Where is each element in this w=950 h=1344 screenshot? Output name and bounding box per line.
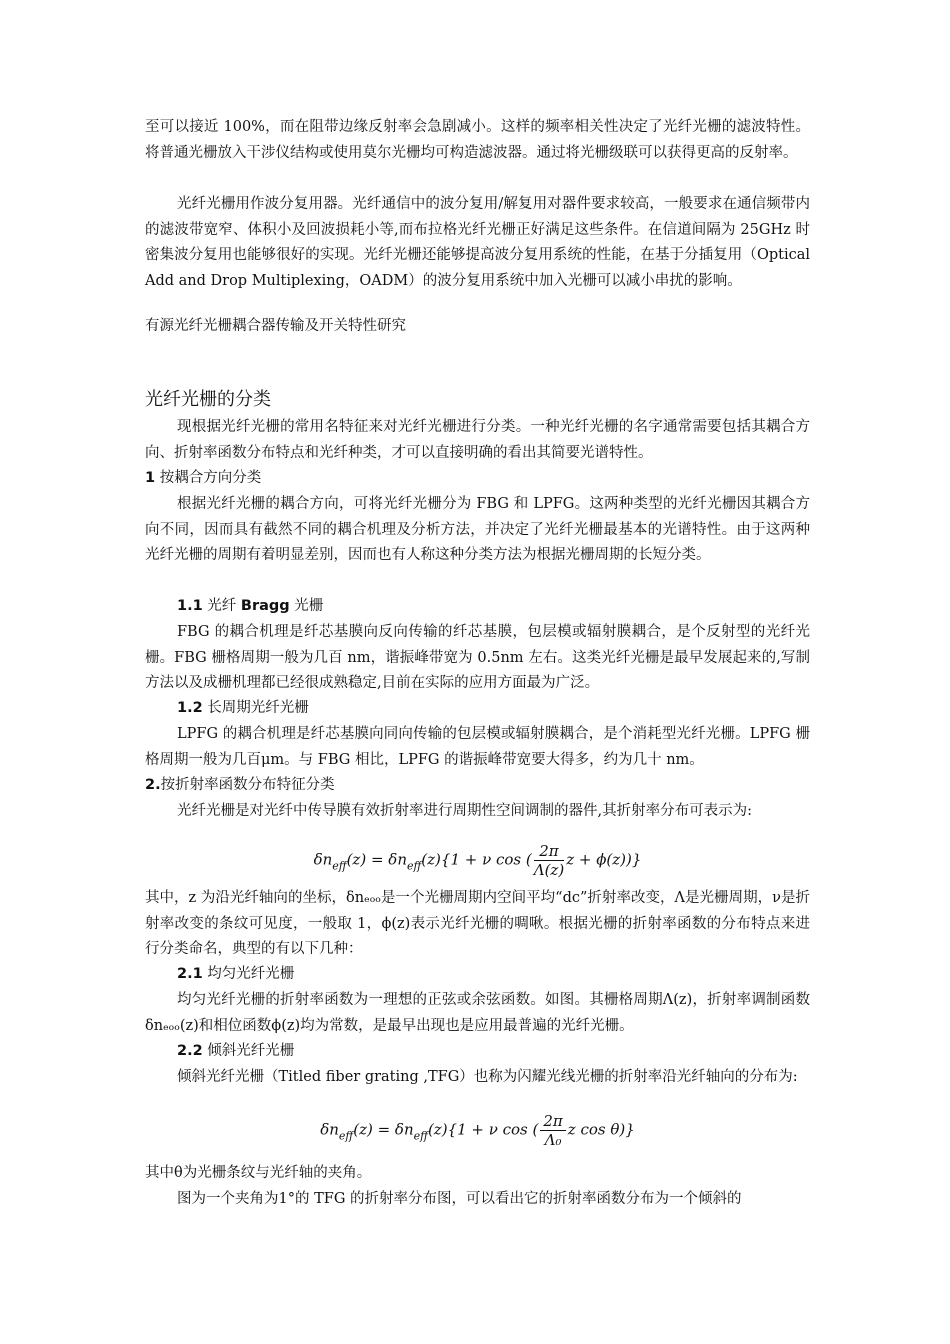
eq2-lhs: δn <box>320 1120 339 1139</box>
paragraph-theta: 其中θ为光栅条纹与光纤轴的夹角。 <box>145 1165 372 1181</box>
paragraph-wdm: 光纤光栅用作波分复用器。光纤通信中的波分复用/解复用对器件要求较高，一般要求在通信频带内的滤波带宽窄、体积小及回波损耗小等,而布拉格光纤光栅正好满足这些条件。在信道间隔为 25GHz 时密集波分复用也能够很好的实现。光纤光栅还能够提高波分复用系统的性能，在基于分插复用（Optical Add and Drop Multiplexing，OADM）的波分复用系统中加入光栅可以减小串扰的影响。 <box>145 196 810 289</box>
section-heading: 光纤光栅的分类 <box>145 389 271 410</box>
eq1-lhs: δn <box>313 850 333 869</box>
paragraph-tfg-figure: 图为一个夹角为1°的 TFG 的折射率分布图，可以看出它的折射率函数分布为一个倾斜的 <box>177 1191 742 1207</box>
equation-1 <box>145 842 810 879</box>
heading-2-1-text: 均匀光纤光栅 <box>202 966 295 982</box>
equation-2 <box>145 1112 810 1149</box>
paragraph-tilted-grating: 倾斜光纤光栅（Titled fiber grating ,TFG）也称为闪耀光线光栅的折射率沿光纤轴向的分布为: <box>177 1069 798 1085</box>
eq1-mid: (z) = δn <box>346 850 407 869</box>
paragraph-lpfg: LPFG 的耦合机理是纤芯基膜向同向传输的包层模或辐射膜耦合，是个消耗型光纤光栅。LPFG 栅格周期一般为几百μm。与 FBG 相比，LPFG 的谐振峰带宽要大得多，约为几十 nm。 <box>145 726 810 768</box>
paragraph-filter-characteristics: 至可以接近 100%，而在阻带边缘反射率会急剧减小。这样的频率相关性决定了光纤光栅的滤波特性。将普通光栅放入干涉仪结构或使用莫尔光栅均可构造滤波器。通过将光栅级联可以获得更高的反射率。 <box>145 119 810 161</box>
heading-2 <box>145 773 810 799</box>
eq2-sub-2: eff <box>413 1129 428 1143</box>
heading-1-1-bold: Bragg <box>240 598 290 614</box>
heading-1-1 <box>177 594 842 620</box>
eq2-fraction <box>540 1112 565 1149</box>
paper-title-line: 有源光纤光栅耦合器传输及开关特性研究 <box>145 318 406 334</box>
eq1-denominator: Λ(z) <box>533 861 565 879</box>
heading-2-text: 按折射率函数分布特征分类 <box>160 777 335 793</box>
paragraph-coupling-direction: 根据光纤光栅的耦合方向，可将光纤光栅分为 FBG 和 LPFG。这两种类型的光纤光栅因其耦合方向不同，因而具有截然不同的耦合机理及分析方法，并决定了光纤光栅最基本的光谱特性。由于这两种光纤光栅的周期有着明显差别，因而也有人称这种分类方法为根据光栅周期的长短分类。 <box>145 496 810 563</box>
eq2-mid: (z) = δn <box>353 1120 414 1139</box>
heading-1-2 <box>177 696 842 722</box>
eq2-denominator: Λ₀ <box>544 1131 562 1149</box>
paragraph-fbg: FBG 的耦合机理是纤芯基膜向反向传输的纤芯基膜，包层模或辐射膜耦合，是个反射型的光纤光栅。FBG 栅格周期一般为几百 nm，谐振峰带宽为 0.5nm 左右。这类光纤光栅是最早发展起来的,写制方法以及成栅机理都已经很成熟稳定,目前在实际的应用方面最为广泛。 <box>145 624 810 691</box>
heading-2-1-number: 2.1 <box>177 966 203 982</box>
paragraph-variables: 其中，z 为沿光纤轴向的坐标，δnₑₒₒ是一个光栅周期内空间平均“dc”折射率改变，Λ是光栅周期，ν是折射率改变的条纹可见度，一般取 1，ϕ(z)表示光纤光栅的啁啾。根据光栅的折射率函数的分布特点来进行分类命名，典型的有以下几种： <box>145 890 810 957</box>
paragraph-uniform-grating: 均匀光纤光栅的折射率函数为一理想的正弦或余弦函数。如图。其栅格周期Λ(z)，折射率调制函数δnₑₒₒ(z)和相位函数ϕ(z)均为常数，是最早出现也是应用最普遍的光纤光栅。 <box>145 992 810 1034</box>
eq2-numerator: 2π <box>540 1112 565 1131</box>
eq2-sub-1: eff <box>338 1129 354 1143</box>
heading-2-number: 2. <box>145 777 161 793</box>
heading-1-1-number: 1.1 <box>177 598 203 614</box>
heading-2-2-text: 倾斜光纤光栅 <box>202 1043 295 1059</box>
paragraph-index-modulation: 光纤光栅是对光纤中传导膜有效折射率进行周期性空间调制的器件,其折射率分布可表示为: <box>177 803 752 819</box>
eq1-fraction <box>534 842 564 879</box>
heading-1 <box>145 466 810 492</box>
eq1-sub-2: eff <box>406 859 422 873</box>
heading-2-2 <box>177 1039 842 1065</box>
eq1-sub-1: eff <box>332 859 347 873</box>
heading-2-2-number: 2.2 <box>177 1043 203 1059</box>
eq2-tail: z cos θ)} <box>567 1120 635 1139</box>
eq2-mid2: (z){1 + ν cos ( <box>427 1120 539 1139</box>
heading-1-text: 按耦合方向分类 <box>155 470 262 486</box>
paragraph-classification-intro: 现根据光纤光栅的常用名特征来对光纤光栅进行分类。一种光纤光栅的名字通常需要包括其耦合方向、折射率函数分布特点和光纤种类，才可以直接明确的看出其简要光谱特性。 <box>145 419 810 461</box>
heading-1-2-text: 长周期光纤光栅 <box>202 700 309 716</box>
heading-1-1-text-b: 光栅 <box>289 598 324 614</box>
heading-2-1 <box>177 962 842 988</box>
heading-1-number: 1 <box>145 470 156 486</box>
heading-1-2-number: 1.2 <box>177 700 203 716</box>
heading-1-1-text-a: 光纤 <box>202 598 241 614</box>
eq1-numerator: 2π <box>534 842 564 861</box>
eq1-tail: z + ϕ(z))} <box>566 850 642 869</box>
eq1-mid2: (z){1 + ν cos ( <box>421 850 532 869</box>
